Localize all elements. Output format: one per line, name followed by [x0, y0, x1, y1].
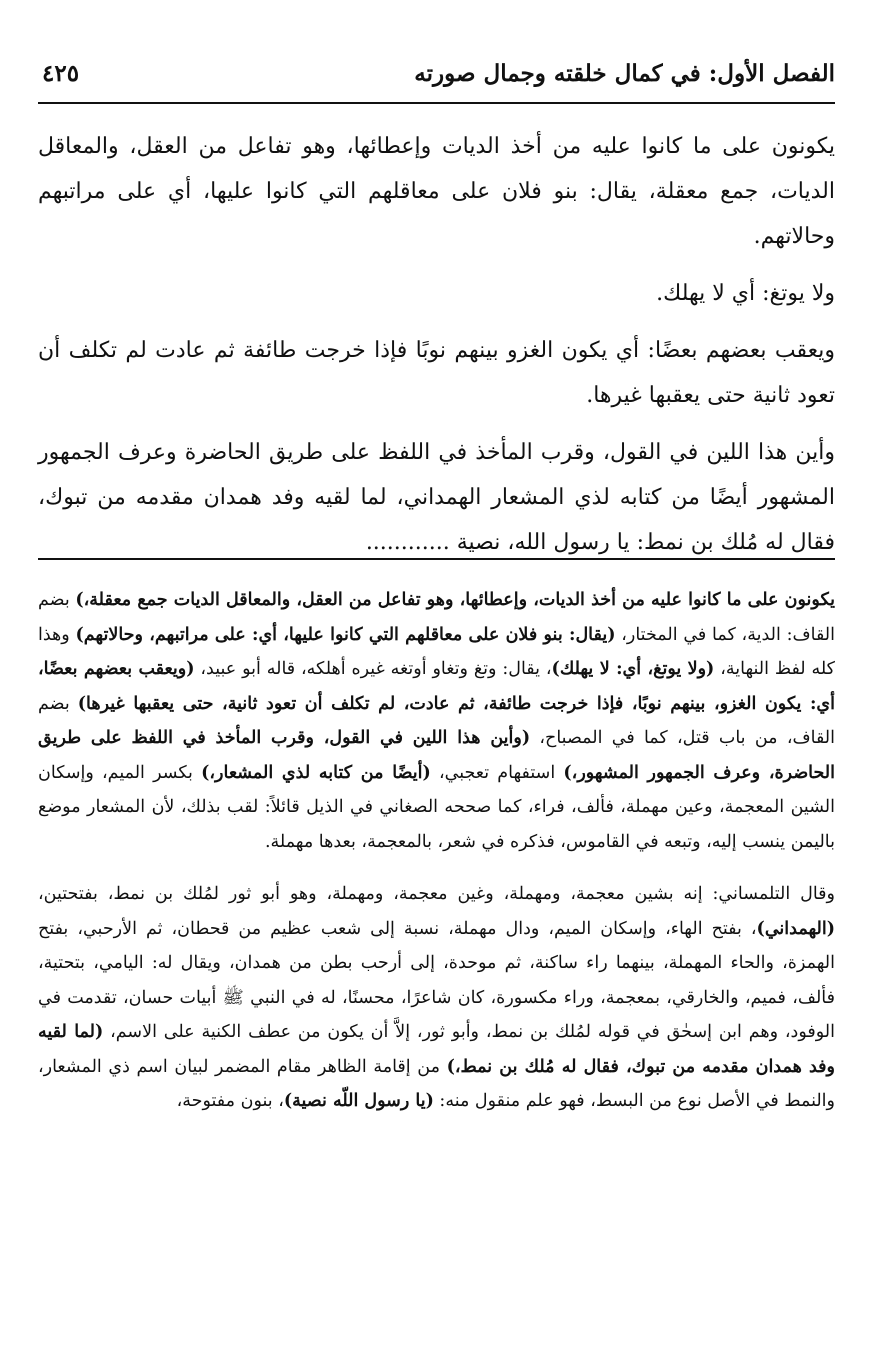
main-paragraph-3: ويعقب بعضهم بعضًا: أي يكون الغزو بينهم نوبًا فإذا خرجت طائفة ثم عادت لم تكلف أن تعود ثانية حتى يعقبها غيرها.: [38, 338, 835, 408]
main-paragraph-2: ولا يوتغ: أي لا يهلك.: [656, 281, 835, 306]
main-paragraph-1: يكونون على ما كانوا عليه من أخذ الديات وإعطائها، وهو تفاعل من العقل، والمعاقل الديات، جمع معقلة، يقال: بنو فلان على معاقلهم التي كانوا عليها، أي على مراتبهم وحالاتهم.: [38, 134, 835, 249]
quoted-text: (لما لقيه وفد همدان مقدمه من تبوك، فقال له مُلك بن نمط،): [38, 1022, 836, 1077]
commentary-text: وقال التلمساني: إنه بشين معجمة، ومهملة، وغين معجمة، ومهملة، وهو أبو ثور لمُلك بن نمط، بفتحتين،: [38, 884, 835, 904]
commentary-paragraph-1: [38, 583, 835, 859]
commentary: [38, 583, 835, 1119]
quoted-text: (يقال: بنو فلان على معاقلهم التي كانوا عليها، أي: على مراتبهم، وحالاتهم): [75, 624, 616, 645]
commentary-text: ، يقال: وتغ وتغاو أوتغه غيره أهلكه، قاله أبو عبيد،: [194, 659, 552, 679]
chapter-title: الفصل الأول: في كمال خلقته وجمال صورته: [414, 60, 835, 87]
commentary-text: ، بنون مفتوحة،: [176, 1091, 284, 1111]
continuation-dots: ............: [365, 530, 450, 555]
commentary-text: استفهام تعجبي،: [430, 762, 564, 783]
quoted-text: (الهمداني): [756, 918, 835, 939]
quoted-text: (ويعقب بعضهم بعضًا، أي: يكون الغزو، بينهم نوبًا، فإذا خرجت طائفة، ثم عادت، لم تكلف أن تعود ثانية، حتى يعقبها غيرها): [38, 659, 835, 714]
quoted-text: يكونون على ما كانوا عليه من أخذ الديات، وإعطائها، وهو تفاعل من العقل، والمعاقل الديات جمع معقلة،): [75, 590, 835, 610]
main-paragraph-4-text: وأين هذا اللين في القول، وقرب المأخذ في اللفظ على طريق الحاضرة وعرف الجمهور المشهور أيضًا من كتابه لذي المشعار الهمداني، لما لقيه وفد همدان مقدمه من تبوك، فقال له مُلك بن نمط: يا رسول الله، نصية: [38, 440, 835, 555]
commentary-text: وهذا كله لفظ النهاية،: [38, 624, 836, 679]
page-number: ٤٢٥: [42, 60, 80, 87]
commentary-paragraph-2: [38, 877, 835, 1119]
commentary-text: بضم القاف: الدية، كما في المختار،: [38, 590, 835, 645]
quoted-text: (أيضًا من كتابه لذي المشعار،): [201, 762, 431, 783]
commentary-text: بضم القاف، من باب قتل، كما في المصباح،: [38, 693, 835, 748]
running-header: [38, 58, 835, 104]
main-paragraph-4: [38, 430, 835, 565]
commentary-text: بكسر الميم، وإسكان الشين المعجمة، وعين مهملة، فألف، فراء، كما صححه الصغاني في الذيل قائلاً: لقب بذلك، لأن المشعار موضع باليمن ينسب إليه، وتبعه في القاموس، فذكره في شعر، بالمعجمة، بعدها مهملة.: [38, 762, 835, 852]
quoted-text: (يا رسول اللّه نصية): [283, 1091, 434, 1111]
main-text: [38, 124, 835, 565]
quoted-text: (وأين هذا اللين في القول، وقرب المأخذ في اللفظ على طريق الحاضرة، وعرف الجمهور المشهور،): [38, 728, 836, 783]
book-page: [38, 0, 835, 1360]
commentary-text: ، بفتح الهاء، وإسكان الميم، ودال مهملة، نسبة إلى شعب عظيم من قحطان، ثم الأرحبي، بفتح الهمزة، والحاء المهملة، بينهما راء ساكنة، ثم موحدة، إلى أرحب بطن من همدان، ويقال له: اليامي، بتحتية، فألف، فميم، والخارقي، بمعجمة، وراء مكسورة، كان شاعرًا، محسنًا، له في النبي ﷺ أبيات حسان، تقدمت في الوفود، وهم ابن إسحٰق في قوله لمُلك بن نمط، وأبو ثور، إلاَّ أن يكون من عطف الكنية على الاسم،: [38, 918, 835, 1042]
quoted-text: (ولا يوتغ، أي: لا يهلك): [551, 659, 715, 679]
commentary-text: من إقامة الظاهر مقام المضمر لبيان اسم ذي المشعار، والنمط في الأصل نوع من البسط، فهو علم منقول منه:: [38, 1056, 835, 1111]
footnote-separator: [38, 558, 835, 560]
